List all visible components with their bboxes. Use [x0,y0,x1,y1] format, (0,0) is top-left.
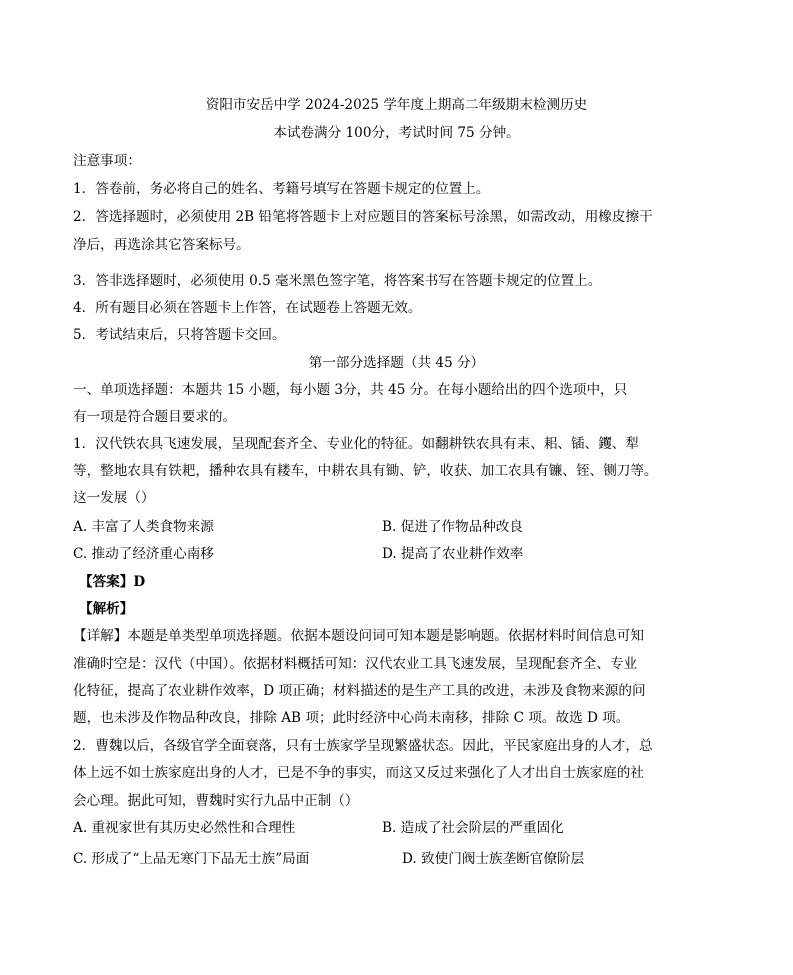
section-intro: 有一项是符合题目要求的。 [73,409,237,425]
q1-detail: 【详解】本题是单类型单项选择题。依据本题设问词可知本题是影响题。依据材料时间信息可知 [73,628,644,644]
notice-item: 4．所有题目必须在答题卡上作答，在试题卷上答题无效。 [73,300,422,316]
q2-option-a: A. 重视家世有其历史必然性和合理性 [73,820,296,836]
q1-detail: 题，也未涉及作物品种改良，排除 AB 项；此时经济中心尚未南移，排除 C 项。故选 D 项。 [73,710,630,726]
q2-stem: 体上远不如士族家庭出身的人才，已是不争的事实，而这又反过来强化了人才出自士族家庭的社 [73,765,644,781]
q1-stem: 这一发展（） [73,490,155,506]
exam-title: 资阳市安岳中学 2024-2025 学年度上期高二年级期末检测历史 [205,97,588,113]
notice-item: 净后，再选涂其它答案标号。 [73,237,250,253]
q1-stem: 等，整地农具有铁耙，播种农具有耧车，中耕农具有锄、铲，收获、加工农具有镰、铚、铡刀等。 [73,463,658,479]
q1-option-d: D. 提高了农业耕作效率 [382,546,524,562]
q1-analysis-label: 【解析】 [79,601,134,617]
q1-stem: 1．汉代铁农具飞速发展，呈现配套齐全、专业化的特征。如翻耕铁农具有耒、耜、锸、钁、犁 [73,436,639,452]
q1-option-a: A. 丰富了人类食物来源 [73,519,214,535]
notice-item: 1．答卷前，务必将自己的姓名、考籍号填写在答题卡规定的位置上。 [73,181,490,197]
q2-option-c: C. 形成了“上品无寒门下品无士族”局面 [73,851,310,867]
notice-heading: 注意事项： [73,153,141,169]
q1-option-b: B. 促进了作物品种改良 [382,519,523,535]
q1-option-c: C. 推动了经济重心南移 [73,546,214,562]
notice-item: 3．答非选择题时，必须使用 0.5 毫米黑色签字笔，将答案书写在答题卡规定的位置上。 [73,273,602,289]
q2-option-d: D. 致使门阀士族垄断官僚阶层 [402,851,585,867]
q2-stem: 2．曹魏以后，各级官学全面衰落，只有士族家学呈现繁盛状态。因此，平民家庭出身的人才，总 [73,738,653,754]
q1-detail: 化特征，提高了农业耕作效率，D 项正确；材料描述的是生产工具的改进，未涉及食物来源的问 [73,683,646,699]
notice-item: 5．考试结束后，只将答题卡交回。 [73,327,286,343]
q2-stem: 会心理。据此可知，曹魏时实行九品中正制（） [73,793,359,809]
q1-answer: 【答案】D [79,574,146,590]
section-intro: 一、单项选择题：本题共 15 小题，每小题 3分，共 45 分。在每小题给出的四个选项中，只 [73,382,628,398]
q1-detail: 准确时空是：汉代（中国）。依据材料概括可知：汉代农业工具飞速发展，呈现配套齐全、专业 [73,656,638,672]
section-title: 第一部分选择题（共 45 分） [308,355,485,371]
notice-item: 2．答选择题时，必须使用 2B 铅笔将答题卡上对应题目的答案标号涂黑，如需改动，用橡皮擦干 [73,209,653,225]
q2-option-b: B. 造成了社会阶层的严重固化 [382,820,564,836]
exam-subtitle: 本试卷满分 100分，考试时间 75 分钟。 [273,125,520,141]
